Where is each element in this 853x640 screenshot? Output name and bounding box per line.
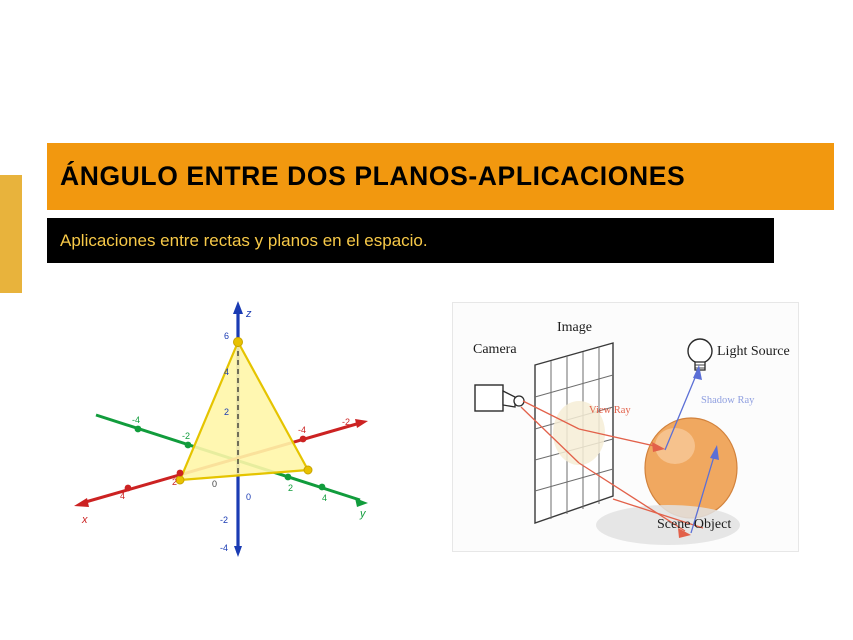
y-tick-2: 2	[288, 483, 294, 493]
x-axis-tick-dot-neg4	[300, 436, 307, 443]
vertex-point-z	[234, 338, 243, 347]
sphere-highlight	[655, 428, 695, 464]
y-axis-label: y	[360, 508, 366, 520]
z-axis-arrow	[233, 301, 243, 314]
z-tick-neg4: -4	[220, 543, 229, 553]
figure-ray-tracing	[452, 302, 799, 552]
vertex-point-x	[176, 476, 184, 484]
x-tick-4: 4	[120, 491, 126, 501]
origin-label: 0	[212, 479, 218, 489]
y-tick-neg2: -2	[182, 431, 191, 441]
view-ray-label: View Ray	[589, 405, 631, 416]
z-tick-neg2: -2	[220, 515, 229, 525]
page-subtitle: Aplicaciones entre rectas y planos en el espacio.	[60, 230, 428, 250]
x-tick-neg4: -4	[298, 425, 307, 435]
x-axis-label: x	[82, 514, 88, 526]
scene-object-label: Scene Object	[657, 517, 732, 532]
slide-title-band	[47, 143, 834, 210]
image-plane-label: Image	[557, 320, 592, 335]
slide-subtitle-band	[47, 218, 774, 263]
z-axis-label: z	[246, 308, 252, 320]
x-tick-neg2: -2	[342, 417, 351, 427]
y-tick-neg4: -4	[132, 415, 141, 425]
figure-3d-coordinate-plane	[60, 295, 410, 560]
y-axis-arrow	[355, 498, 368, 507]
left-accent-bar	[0, 175, 22, 293]
x-axis-arrow-left	[74, 498, 89, 507]
y-axis-tick-dot-4	[319, 484, 326, 491]
scene-object-sphere	[645, 418, 737, 518]
z-tick-6: 6	[224, 331, 230, 341]
y-axis-tick-dot-neg4	[135, 426, 142, 433]
z-tick-0: 0	[246, 492, 252, 502]
x-axis-tick-dot-4	[125, 485, 132, 492]
z-tick-4: 4	[224, 367, 230, 377]
x-tick-2: 2	[172, 477, 178, 487]
y-tick-4: 4	[322, 493, 328, 503]
shadow-ray-label: Shadow Ray	[701, 395, 755, 406]
triangular-plane	[180, 342, 308, 480]
y-axis-tick-dot-neg2	[185, 442, 192, 449]
z-axis-arrow-down	[234, 546, 242, 557]
z-tick-2: 2	[224, 407, 230, 417]
camera-label: Camera	[473, 342, 517, 357]
x-axis-tick-dot-2	[177, 470, 184, 477]
light-source-label: Light Source	[717, 344, 790, 359]
y-axis-tick-dot-2	[285, 474, 292, 481]
page-title: ÁNGULO ENTRE DOS PLANOS-APLICACIONES	[60, 161, 686, 191]
x-axis-arrow	[355, 419, 368, 428]
vertex-point-y	[304, 466, 312, 474]
